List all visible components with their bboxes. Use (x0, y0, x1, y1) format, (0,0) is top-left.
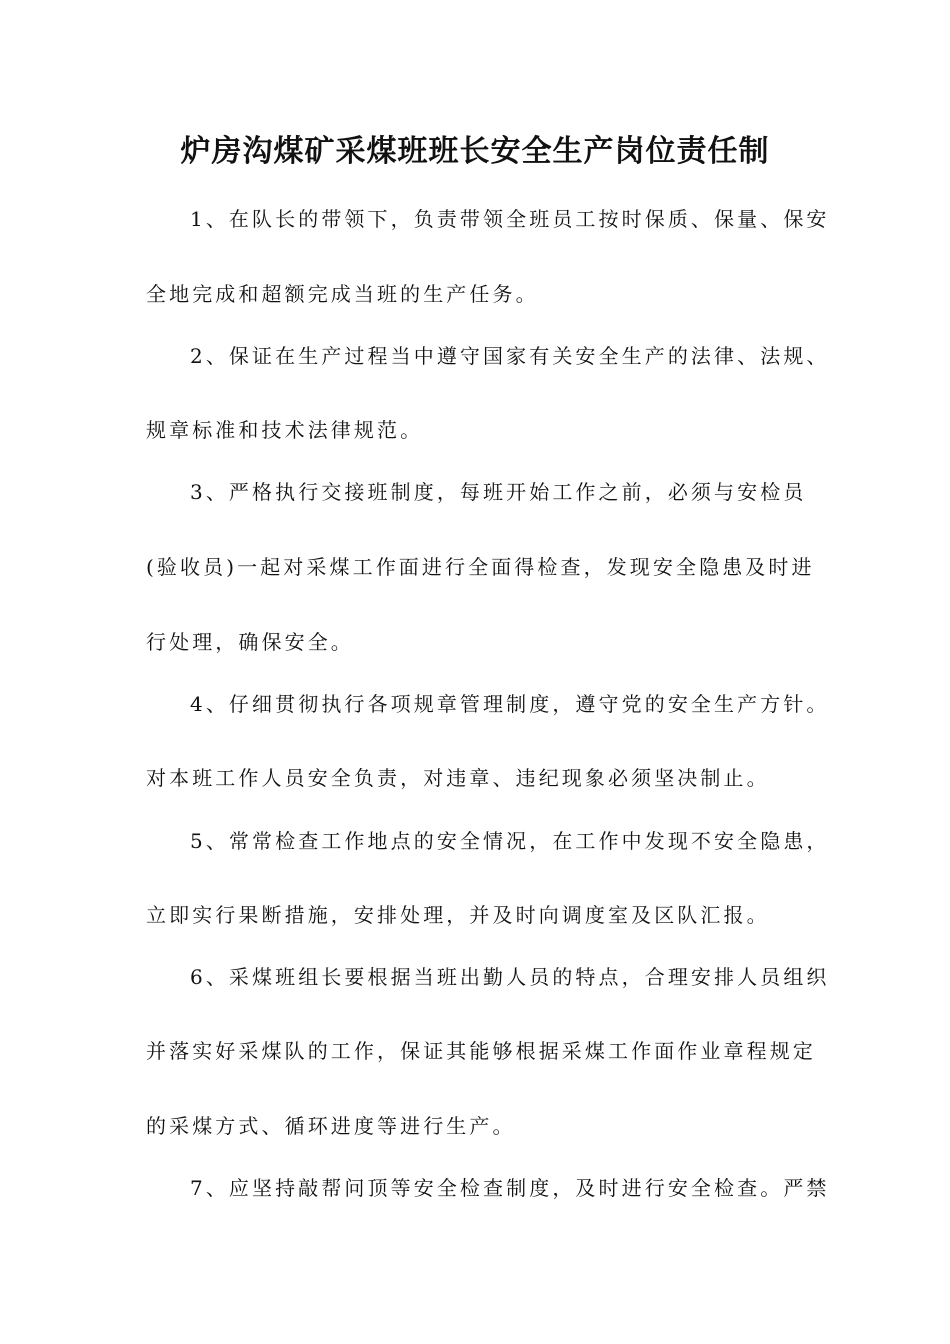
document-title: 炉房沟煤矿采煤班班长安全生产岗位责任制 (180, 134, 770, 169)
paragraph-6-line-3: 的采煤方式、循环进度等进行生产。 (146, 1114, 516, 1138)
paragraph-3-line-3: 行处理，确保安全。 (146, 630, 354, 654)
paragraph-5-line-1: 5、常常检查工作地点的安全情况，在工作中发现不安全隐患， (190, 829, 830, 853)
paragraph-1-line-2: 全地完成和超额完成当班的生产任务。 (146, 282, 539, 306)
paragraph-2-line-1: 2、保证在生产过程当中遵守国家有关安全生产的法律、法规、 (190, 344, 830, 368)
paragraph-5-line-2: 立即实行果断措施，安排处理，并及时向调度室及区队汇报。 (146, 903, 770, 927)
paragraph-6-line-2: 并落实好采煤队的工作，保证其能够根据采煤工作面作业章程规定 (146, 1039, 816, 1063)
paragraph-1-line-1: 1、在队长的带领下，负责带领全班员工按时保质、保量、保安 (190, 207, 830, 231)
paragraph-3-line-1: 3、严格执行交接班制度，每班开始工作之前，必须与安检员 (190, 480, 807, 504)
paragraph-2-line-2: 规章标准和技术法律规范。 (146, 418, 424, 442)
paragraph-4-line-2: 对本班工作人员安全负责，对违章、违纪现象必须坚决制止。 (146, 766, 770, 790)
paragraph-4-line-1: 4、仔细贯彻执行各项规章管理制度，遵守党的安全生产方针。 (190, 692, 830, 716)
paragraph-3-line-2: (验收员)一起对采煤工作面进行全面得检查，发现安全隐患及时进 (146, 555, 815, 579)
paragraph-6-line-1: 6、采煤班组长要根据当班出勤人员的特点，合理安排人员组织 (190, 965, 830, 989)
paragraph-7-line-1: 7、应坚持敲帮问顶等安全检查制度，及时进行安全检查。严禁 (190, 1176, 830, 1200)
